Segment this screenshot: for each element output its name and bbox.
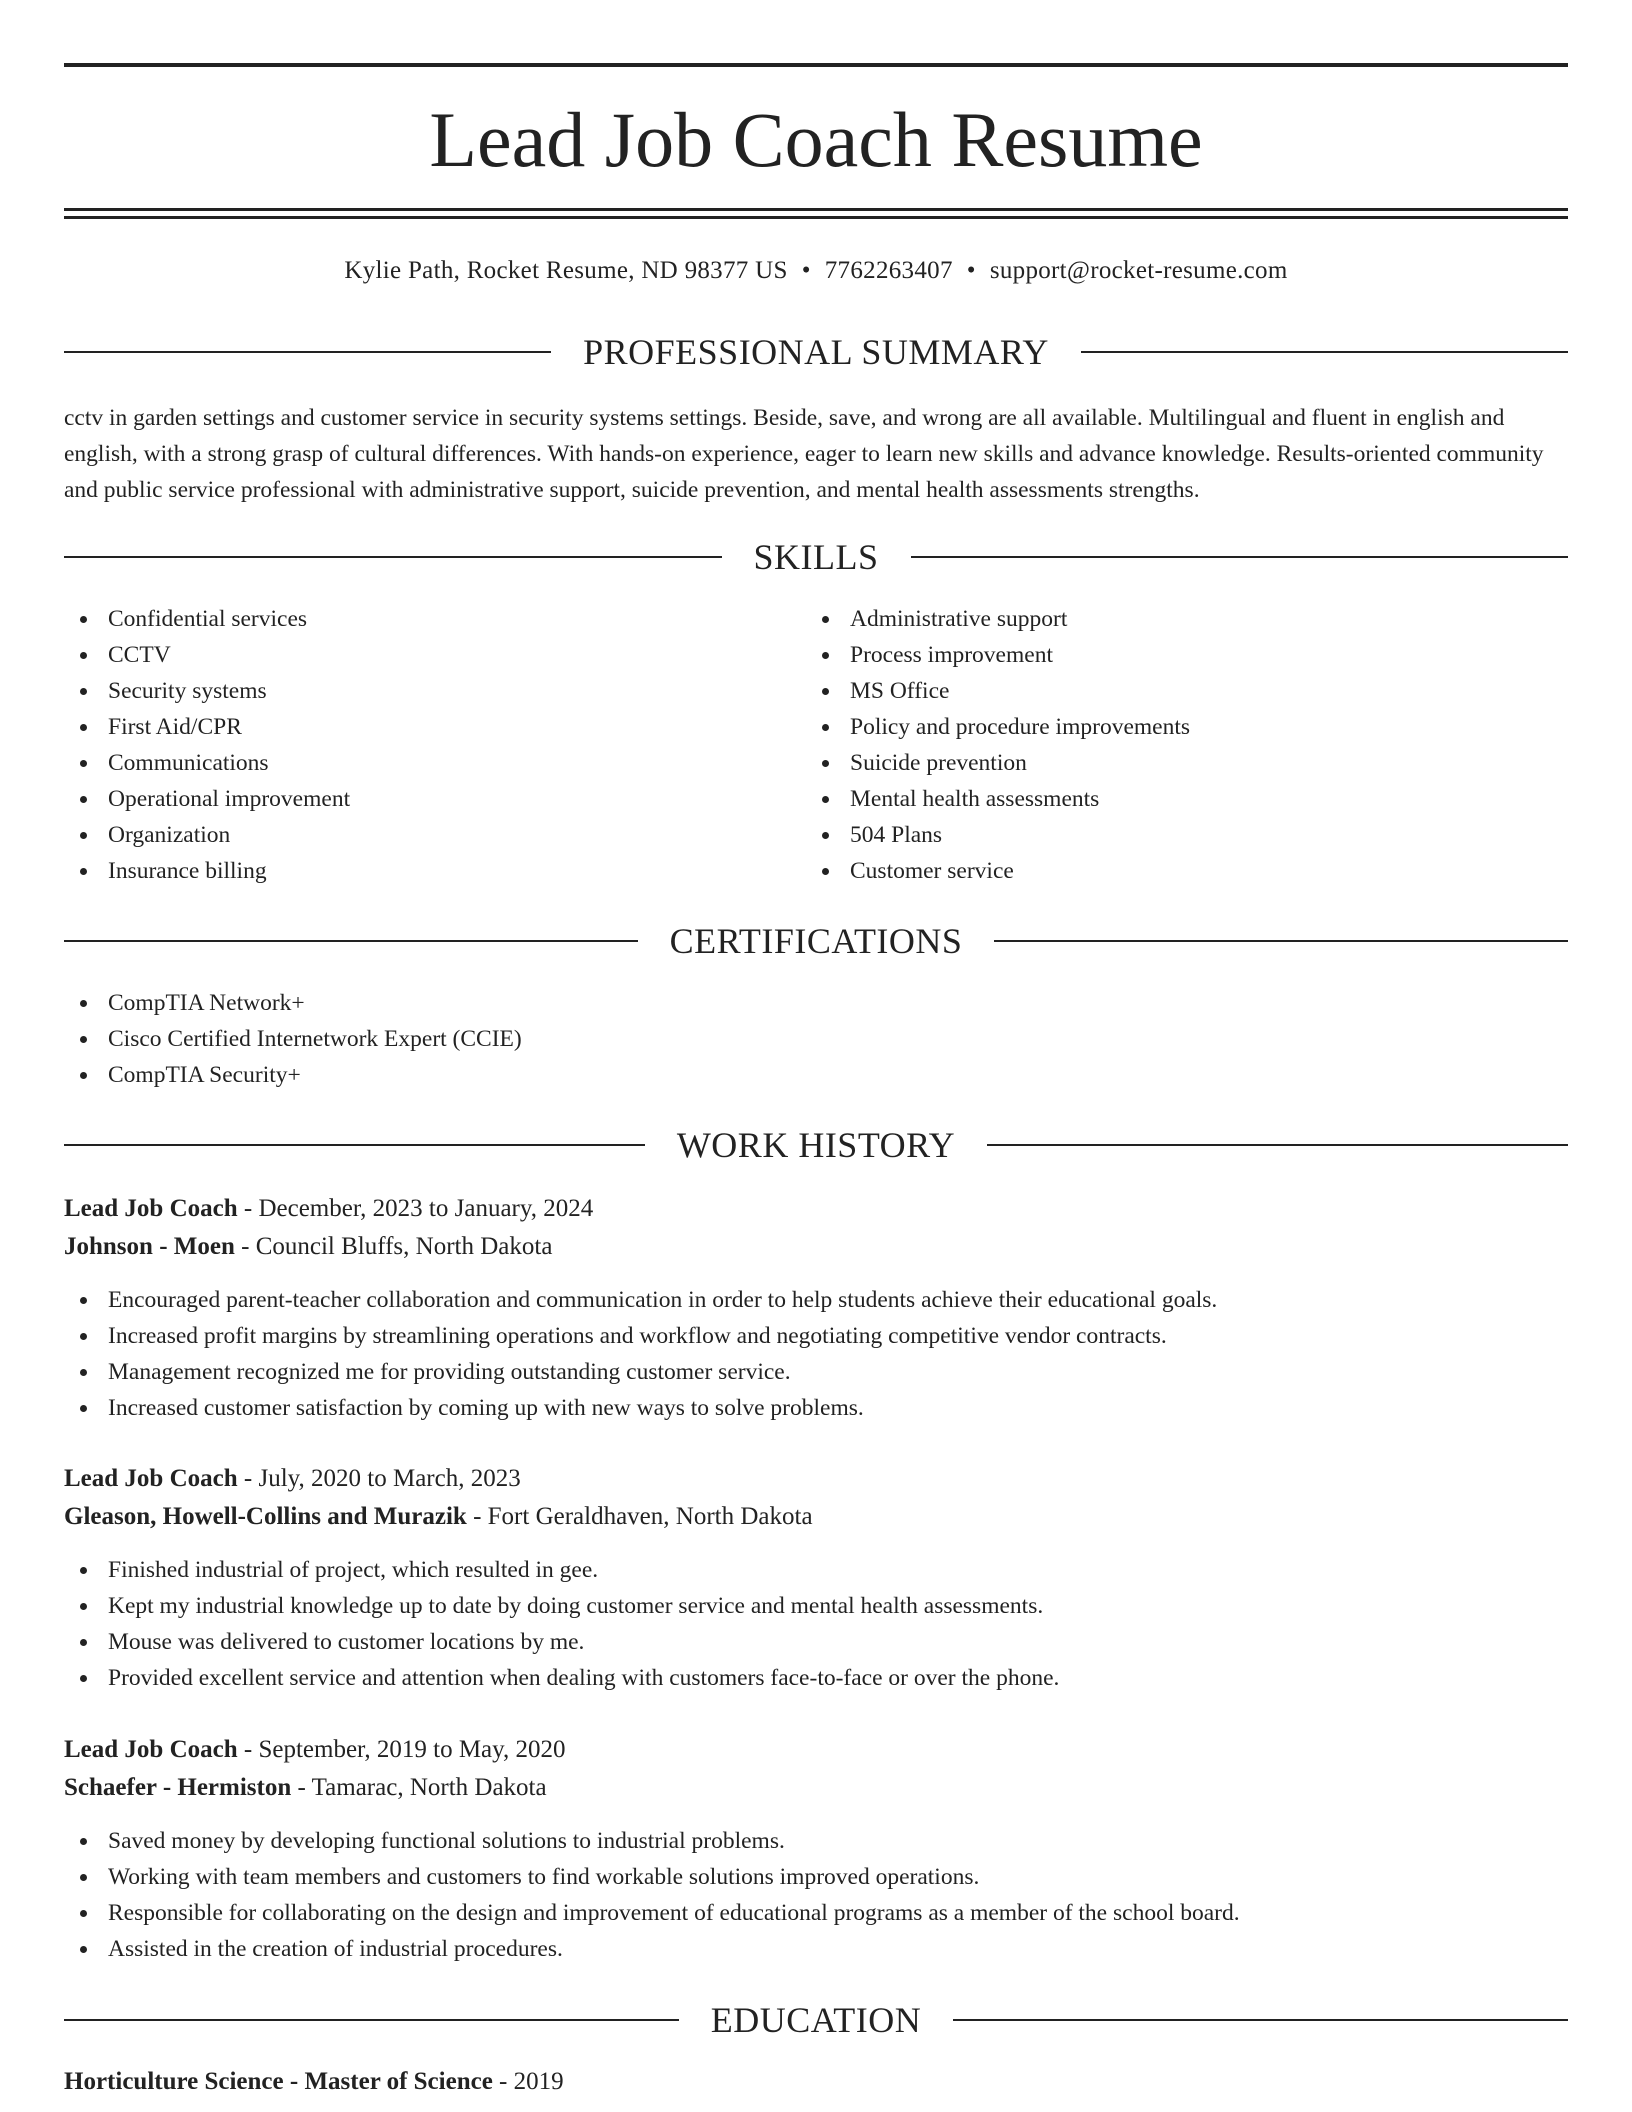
summary-text: cctv in garden settings and customer service in security systems settings. Beside, save, and wrong are all available. Multilingual and fluent in english and english, with a strong grasp of cultural differences. With hands-on experience, eager to learn new skills and advance knowledge. Results-oriented community and public service professional with administrative support, suicide prevention, and mental health assessments strengths. [64,405,1544,503]
skill-item: CCTV [64,637,350,673]
skill-item: Insurance billing [64,853,350,889]
job-bullet: Encouraged parent-teacher collaboration and communication in order to help students achieve their educational goals. [64,1282,1568,1318]
job-bullet: Working with team members and customers to find workable solutions improved operations. [64,1859,1568,1895]
education-degree: Horticulture Science - Master of Science [64,2068,493,2095]
skill-item: Confidential services [64,601,350,637]
job-bullets [64,1552,1568,1696]
education-year: - 2019 [492,2068,564,2095]
job-location: - Fort Geraldhaven, North Dakota [466,1503,813,1530]
job-title-line [64,1460,1568,1498]
job-entry [64,1190,1568,1426]
job-bullet: Kept my industrial knowledge up to date by doing customer service and mental health assessments. [64,1588,1568,1624]
certifications-heading [64,917,1568,965]
job-title-line [64,1190,1568,1228]
heading-rule-right [953,2019,1568,2021]
skill-item: Security systems [64,673,350,709]
work-history-heading-label: WORK HISTORY [676,1125,956,1165]
contact-line [64,253,1568,289]
job-dates: - July, 2020 to March, 2023 [237,1465,521,1492]
job-bullets [64,1282,1568,1426]
heading-rule-left [64,556,722,558]
title-double-rule [64,208,1568,219]
skills-list-left [64,601,350,889]
contact-email: support@rocket-resume.com [989,257,1288,284]
skill-item: Operational improvement [64,781,350,817]
summary-heading [64,328,1568,376]
job-bullet: Increased customer satisfaction by coming up with new ways to solve problems. [64,1390,1568,1426]
education-heading-label: EDUCATION [710,2000,922,2040]
job-company: Johnson - Moen [64,1233,235,1260]
skills-heading [64,533,1568,581]
job-company-line [64,1228,1568,1266]
job-title-line [64,1731,1568,1769]
skill-item: Process improvement [806,637,1190,673]
top-rule [64,63,1568,67]
job-location: - Council Bluffs, North Dakota [234,1233,553,1260]
certification-item: CompTIA Network+ [64,985,522,1021]
heading-rule-right [1081,351,1568,353]
job-company: Gleason, Howell-Collins and Murazik [64,1503,467,1530]
education-heading [64,1996,1568,2044]
skill-item: Suicide prevention [806,745,1190,781]
job-bullet: Saved money by developing functional solutions to industrial problems. [64,1823,1568,1859]
skill-item: Communications [64,745,350,781]
job-entry [64,1460,1568,1696]
contact-separator: • [801,257,811,284]
heading-rule-left [64,940,638,942]
job-company-line [64,1498,1568,1536]
heading-rule-left [64,351,551,353]
skills-heading-label: SKILLS [753,537,879,577]
job-bullet: Increased profit margins by streamlining operations and workflow and negotiating competitive vendor contracts. [64,1318,1568,1354]
certifications-heading-label: CERTIFICATIONS [669,921,963,961]
job-bullet: Assisted in the creation of industrial procedures. [64,1931,1568,1967]
skill-item: Customer service [806,853,1190,889]
skill-item: Policy and procedure improvements [806,709,1190,745]
job-dates: - December, 2023 to January, 2024 [237,1195,594,1222]
job-bullet: Provided excellent service and attention when dealing with customers face-to-face or over the phone. [64,1660,1568,1696]
job-location: - Tamarac, North Dakota [291,1774,547,1801]
job-title: Lead Job Coach [64,1465,238,1492]
job-title: Lead Job Coach [64,1195,238,1222]
heading-rule-left [64,2019,679,2021]
skill-item: Administrative support [806,601,1190,637]
skills-list-right [806,601,1190,889]
job-bullet: Finished industrial of project, which resulted in gee. [64,1552,1568,1588]
certifications-list [64,985,522,1093]
heading-rule-right [987,1144,1568,1146]
certification-item: Cisco Certified Internetwork Expert (CCIE) [64,1021,522,1057]
skill-item: MS Office [806,673,1190,709]
job-entry [64,1731,1568,1967]
job-bullet: Mouse was delivered to customer locations by me. [64,1624,1568,1660]
skill-item: Organization [64,817,350,853]
skill-item: 504 Plans [806,817,1190,853]
job-dates: - September, 2019 to May, 2020 [237,1736,566,1763]
heading-rule-right [911,556,1569,558]
heading-rule-right [994,940,1568,942]
contact-address: Kylie Path, Rocket Resume, ND 98377 US [344,257,788,284]
job-bullet: Management recognized me for providing outstanding customer service. [64,1354,1568,1390]
education-entry [64,2063,564,2101]
job-company-line [64,1769,1568,1807]
heading-rule-left [64,1144,645,1146]
job-bullets [64,1823,1568,1967]
job-company: Schaefer - Hermiston [64,1774,292,1801]
summary-heading-label: PROFESSIONAL SUMMARY [583,332,1049,372]
skill-item: First Aid/CPR [64,709,350,745]
job-title: Lead Job Coach [64,1736,238,1763]
certification-item: CompTIA Security+ [64,1057,522,1093]
job-bullet: Responsible for collaborating on the design and improvement of educational programs as a member of the school board. [64,1895,1568,1931]
skill-item: Mental health assessments [806,781,1190,817]
contact-separator: • [966,257,976,284]
resume-title: Lead Job Coach Resume [429,96,1203,183]
contact-phone: 7762263407 [824,257,953,284]
work-history-heading [64,1121,1568,1169]
